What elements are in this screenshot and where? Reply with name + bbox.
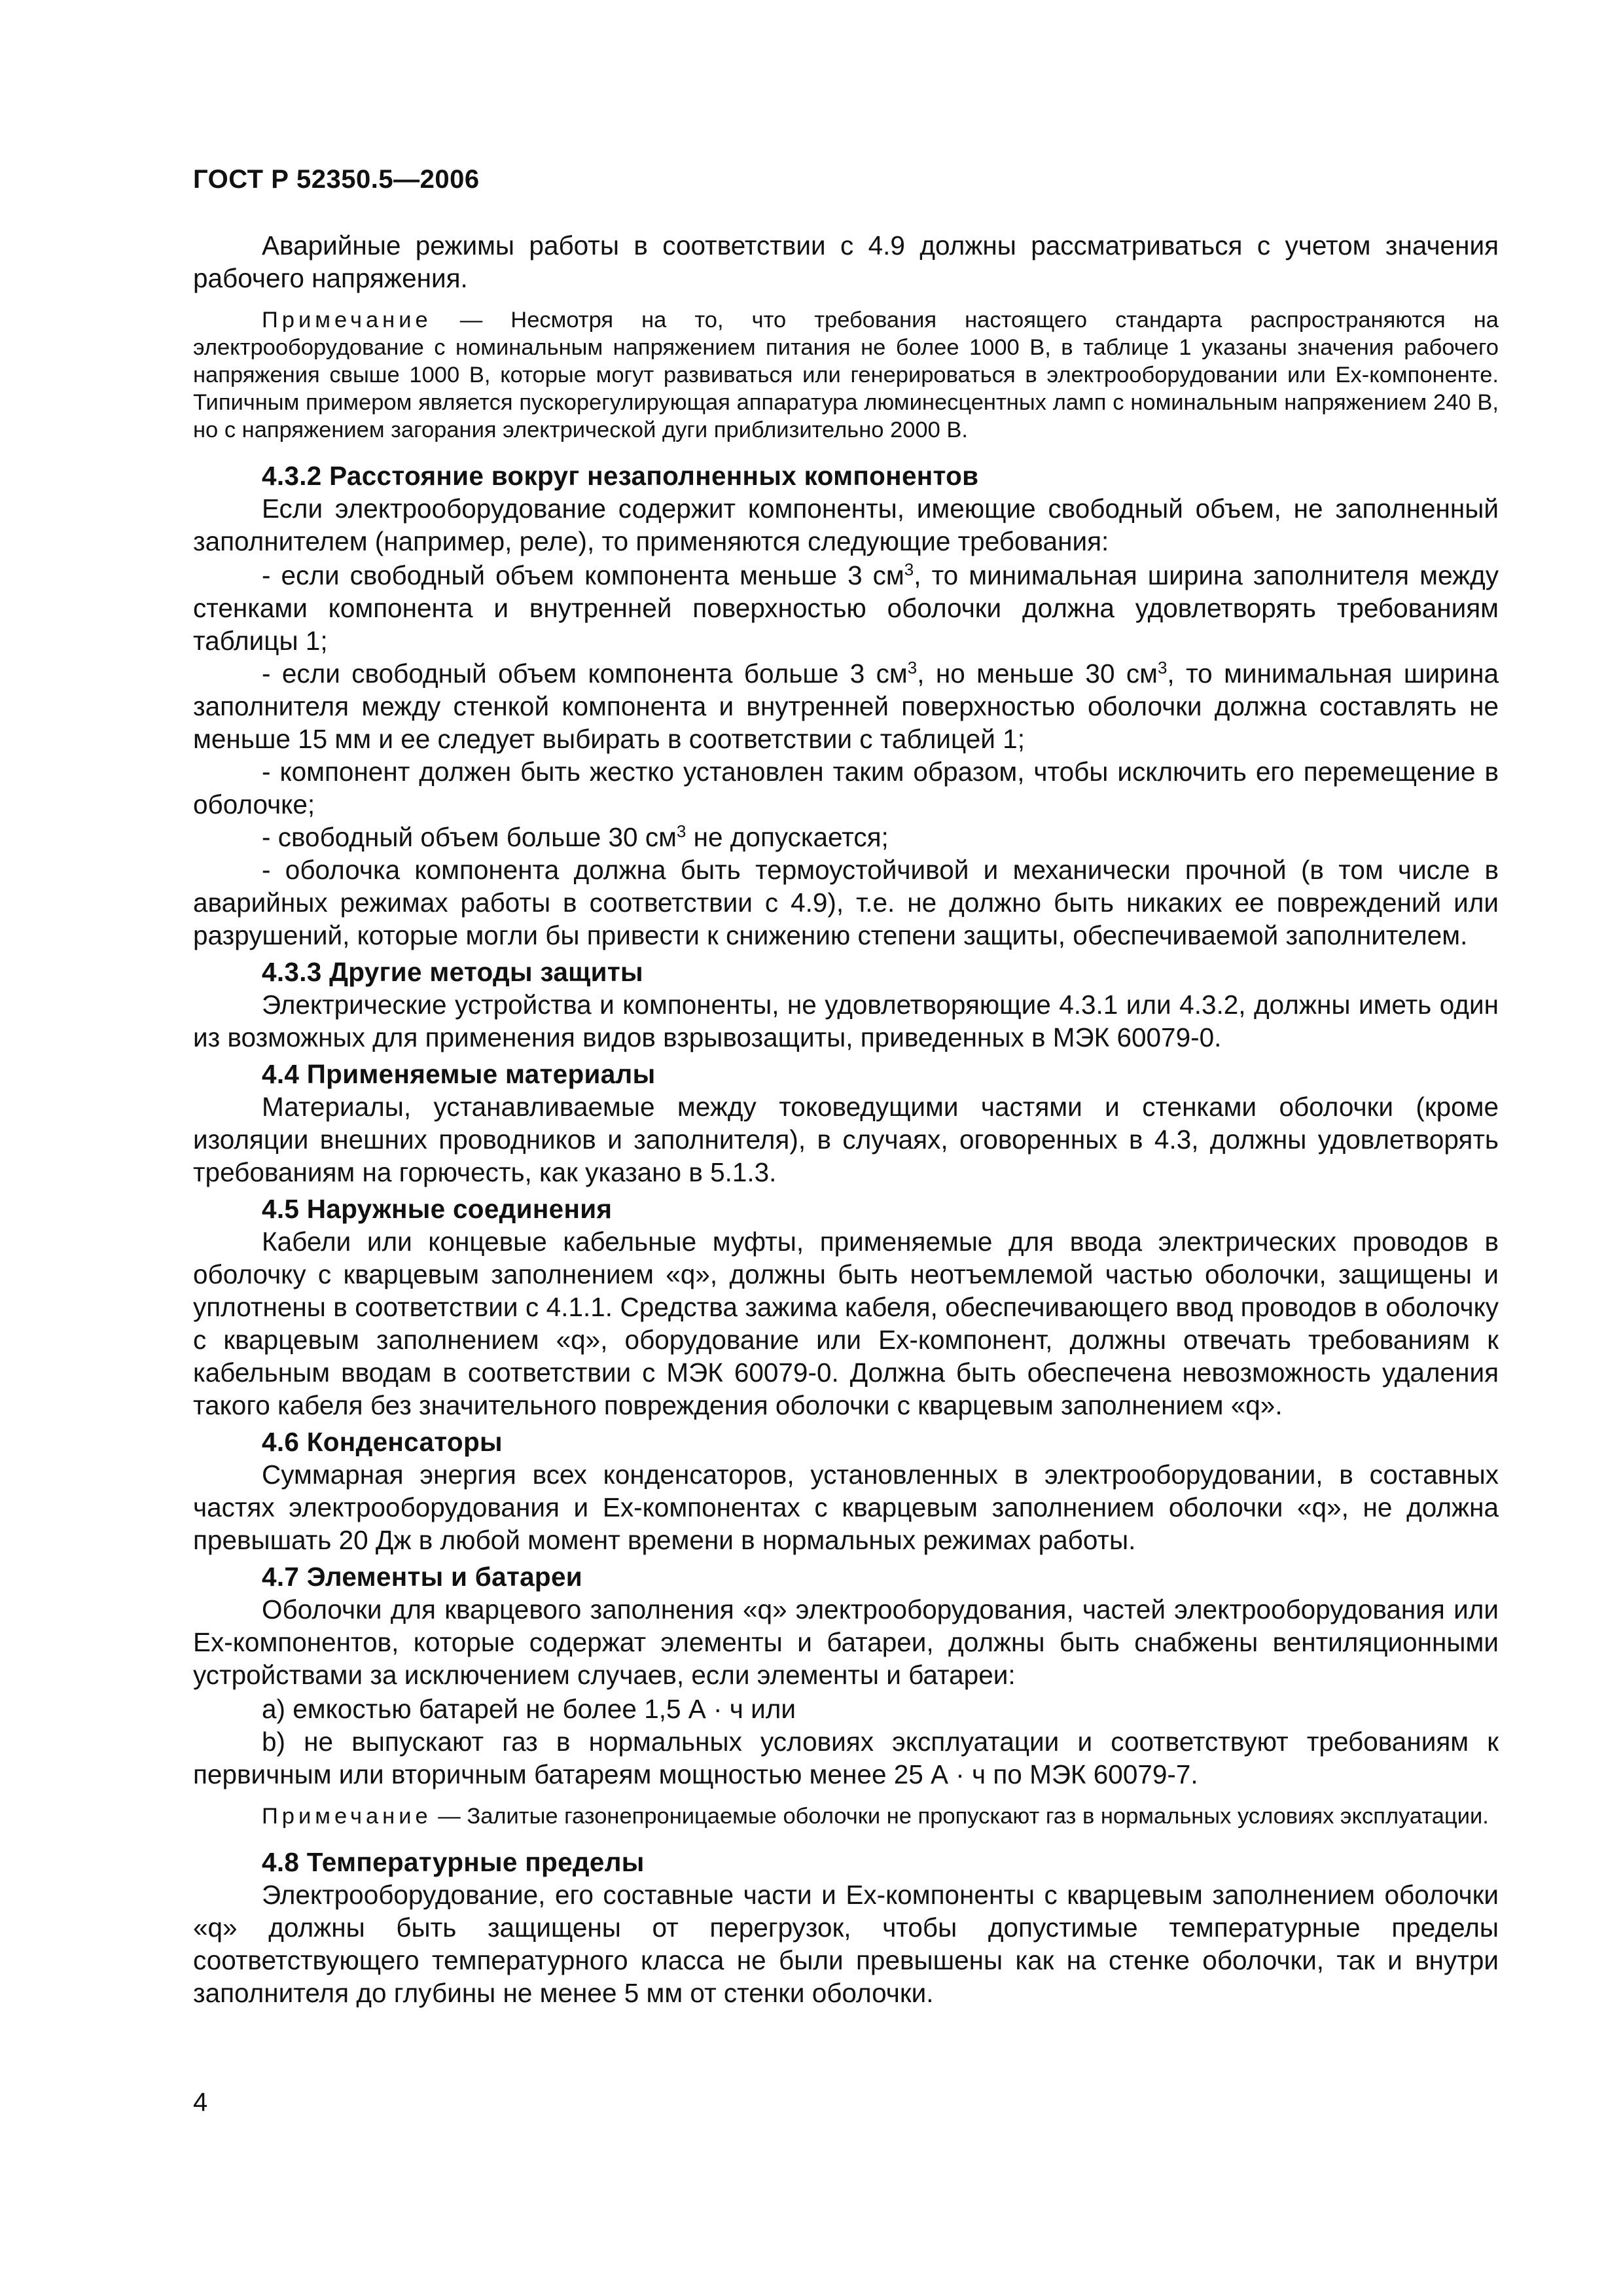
section-paragraph: Кабели или концевые кабельные муфты, применяемые для ввода электрических проводов в оболочку с кварцевым заполнением «q», должны быть неотъемлемой частью оболочки, защищены и уплотнены в соответствии с 4.1.1. Средства зажима кабеля, обеспечивающего ввод проводов в оболочку с кварцевым заполнением «q», оборудование или Ex-компонент, должны отвечать требованиям к кабельным вводам в соответствии с МЭК 60079-0. Должна быть обеспечена невозможность удаления такого кабеля без значительного повреждения оболочки с кварцевым заполнением «q». [193, 1227, 1499, 1420]
list-item [193, 821, 1499, 853]
page-content [193, 229, 1499, 2011]
section-heading-4-4: 4.4 Применяемые материалы [262, 1059, 656, 1089]
note-label: Примечание [262, 1804, 432, 1829]
superscript: 3 [1157, 658, 1168, 677]
list-item-a: a) емкостью батарей не более 1,5 А · ч или [262, 1694, 796, 1724]
intro-note [193, 306, 1499, 444]
intro-paragraph: Аварийные режимы работы в соответствии с 4.9 должны рассматриваться с учетом значения рабочего напряжения. [193, 230, 1499, 293]
section-heading-4-3-2: 4.3.2 Расстояние вокруг незаполненных компонентов [262, 461, 979, 491]
list-text: , то минимальная ширина заполнителя между стенкой компонента и внутренней поверхностью оболочки должна составлять не меньше 15 мм и ее следует выбирать в соответствии с таблицей 1; [193, 658, 1499, 754]
section-paragraph: Суммарная энергия всех конденсаторов, установленных в электрооборудовании, в составных частях электрооборудования и Ex-компонентах с кварцевым заполнением оболочки «q», не должна превышать 20 Дж в любой момент времени в нормальных режимах работы. [193, 1460, 1499, 1555]
note-label: Примечание [262, 308, 432, 332]
list-text: - если свободный объем компонента больше 3 см [262, 658, 908, 689]
list-text: - свободный объем больше 30 см [262, 822, 677, 852]
superscript: 3 [676, 821, 687, 841]
list-text: не допускается; [686, 822, 889, 852]
list-item: - компонент должен быть жестко установлен таким образом, чтобы исключить его перемещение в оболочке; [193, 757, 1499, 819]
list-item [193, 559, 1499, 657]
list-text: , то минимальная ширина заполнителя между стенками компонента и внутренней поверхностью оболочки должна удовлетворять требованиям таблицы 1; [193, 560, 1499, 656]
list-text: , но меньше 30 см [917, 658, 1158, 689]
note-text: — Несмотря на то, что требования настоящего стандарта распространяются на электрооборудование с номинальным напряжением питания не более 1000 В, в таблице 1 указаны значения рабочего напряжения свыше 1000 В, которые могут развиваться или генерироваться в электрооборудовании или Ex-компоненте. Типичным примером является пускорегулирующая аппаратура люминесцентных ламп с номинальным напряжением 240 В, но с напряжением загорания электрической дуги приблизительно 2000 В. [193, 308, 1499, 442]
list-item-b: b) не выпускают газ в нормальных условиях эксплуатации и соответствуют требованиям к первичным или вторичным батареям мощностью менее 25 А · ч по МЭК 60079-7. [193, 1727, 1499, 1789]
note-text: — Залитые газонепроницаемые оболочки не пропускают газ в нормальных условиях эксплуатации. [431, 1804, 1489, 1829]
section-paragraph: Если электрооборудование содержит компоненты, имеющие свободный объем, не заполненный заполнителем (например, реле), то применяются следующие требования: [193, 493, 1499, 556]
document-header: ГОСТ Р 52350.5—2006 [193, 165, 480, 194]
section-heading-4-5: 4.5 Наружные соединения [262, 1194, 613, 1224]
section-paragraph: Оболочки для кварцевого заполнения «q» электрооборудования, частей электрооборудования или Ex-компонентов, которые содержат элементы и батареи, должны быть снабжены вентиляционными устройствами за исключением случаев, если элементы и батареи: [193, 1594, 1499, 1690]
list-item [193, 657, 1499, 755]
superscript: 3 [907, 658, 918, 677]
section-note [193, 1803, 1499, 1830]
section-heading-4-7: 4.7 Элементы и батареи [262, 1562, 582, 1592]
page-number: 4 [193, 2088, 208, 2117]
section-paragraph: Электрические устройства и компоненты, не удовлетворяющие 4.3.1 или 4.3.2, должны иметь один из возможных для применения видов взрывозащиты, приведенных в МЭК 60079-0. [193, 990, 1499, 1052]
section-heading-4-6: 4.6 Конденсаторы [262, 1427, 503, 1457]
section-heading-4-8: 4.8 Температурные пределы [262, 1847, 645, 1877]
list-item: - оболочка компонента должна быть термоустойчивой и механически прочной (в том числе в аварийных режимах работы в соответствии с 4.9), т.е. не должно быть никаких ее повреждений или разрушений, которые могли бы привести к снижению степени защиты, обеспечиваемой заполнителем. [193, 855, 1499, 950]
list-text: - если свободный объем компонента меньше 3 см [262, 560, 904, 590]
section-paragraph: Электрооборудование, его составные части и Ex-компоненты с кварцевым заполнением оболочки «q» должны быть защищены от перегрузок, чтобы допустимые температурные пределы соответствующего температурного класса не были превышены как на стенке оболочки, так и внутри заполнителя до глубины не менее 5 мм от стенки оболочки. [193, 1880, 1499, 2008]
superscript: 3 [904, 560, 914, 579]
section-heading-4-3-3: 4.3.3 Другие методы защиты [262, 957, 643, 987]
section-paragraph: Материалы, устанавливаемые между токоведущими частями и стенками оболочки (кроме изоляции внешних проводников и заполнителя), в случаях, оговоренных в 4.3, должны удовлетворять требованиям на горючесть, как указано в 5.1.3. [193, 1092, 1499, 1187]
